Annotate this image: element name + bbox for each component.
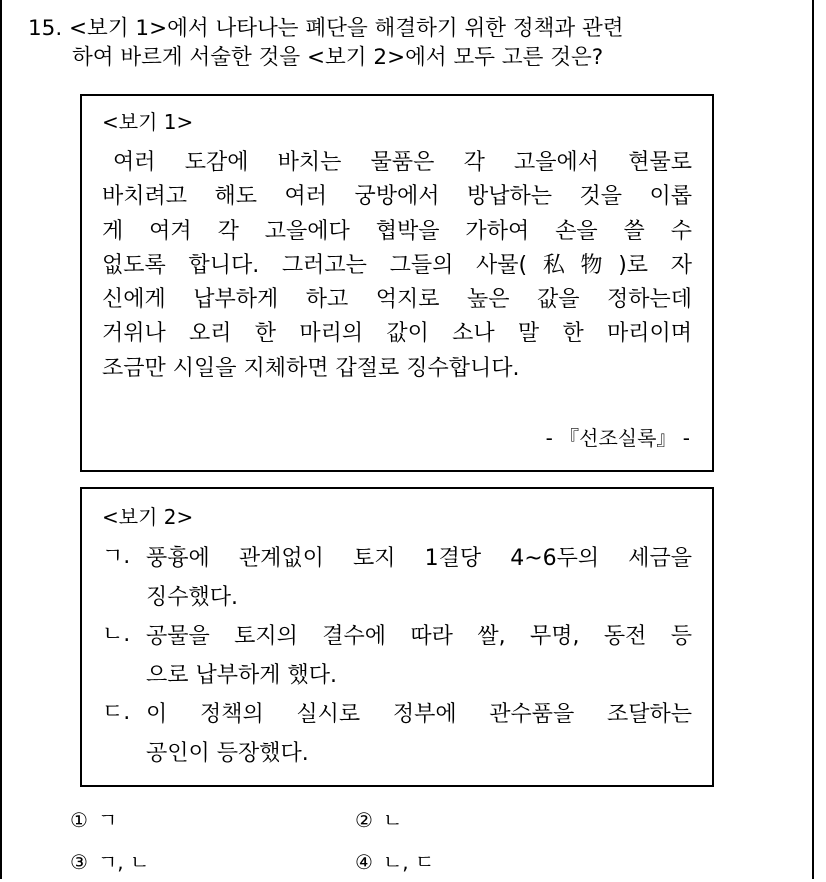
statement-line: 으로 납부하게 했다. xyxy=(146,663,337,688)
statement-line: 공인이 등장했다. xyxy=(146,741,309,766)
choice-3[interactable] xyxy=(70,842,149,882)
choice-number: ② xyxy=(355,808,373,832)
statement-item xyxy=(102,617,692,695)
statement-line: 이 정책의 실시로 정부에 관수품을 조달하는 xyxy=(146,702,692,727)
statement-line: 공물을 토지의 결수에 따라 쌀, 무명, 동전 등 xyxy=(146,624,692,649)
passage-line: 신에게 납부하게 하고 억지로 높은 값을 정하는데 xyxy=(102,287,692,313)
passage-line: 바치려고 해도 여러 궁방에서 방납하는 것을 이롭 xyxy=(102,184,692,210)
choice-text: ㄱ, ㄴ xyxy=(97,850,150,874)
statement-marker: ㄴ. xyxy=(102,622,131,647)
statement-item xyxy=(102,539,692,617)
passage-source: - 『선조실록』 - xyxy=(545,426,690,450)
question-stem xyxy=(28,14,624,72)
statement-line: 징수했다. xyxy=(146,585,239,610)
historical-passage xyxy=(102,146,692,386)
example-box-2 xyxy=(80,487,714,787)
passage-line: 여러 도감에 바치는 물품은 각 고을에서 현물로 xyxy=(113,150,692,175)
choice-1[interactable] xyxy=(70,800,117,840)
question-text-line1: <보기 1>에서 나타나는 폐단을 해결하기 위한 정책과 관련 xyxy=(69,16,624,41)
passage-line: 게 여겨 각 고을에다 협박을 가하여 손을 쓸 수 xyxy=(102,218,692,244)
choice-4[interactable] xyxy=(355,842,434,882)
passage-line: 없도록 합니다. 그러고는 그들의 사물(私物)로 자 xyxy=(102,252,692,278)
statement-marker: ㄱ. xyxy=(102,544,131,569)
choice-text: ㄴ, ㄷ xyxy=(382,850,435,874)
choice-2[interactable] xyxy=(355,800,402,840)
page-border-right xyxy=(812,0,814,879)
question-text-line2: 하여 바르게 서술한 것을 <보기 2>에서 모두 고른 것은? xyxy=(72,45,604,70)
choice-text: ㄱ xyxy=(97,808,118,832)
statement-line: 풍흉에 관계없이 토지 1결당 4~6두의 세금을 xyxy=(146,546,692,571)
question-number: 15. xyxy=(28,16,63,41)
example-box-1-title: <보기 1> xyxy=(102,110,194,134)
statement-list xyxy=(102,539,692,773)
choice-number: ④ xyxy=(355,850,373,874)
page-border-left xyxy=(0,0,2,879)
statement-marker: ㄷ. xyxy=(102,700,131,725)
choice-number: ③ xyxy=(70,850,88,874)
passage-line: 거위나 오리 한 마리의 값이 소나 말 한 마리이며 xyxy=(102,321,692,347)
passage-line: 조금만 시일을 지체하면 갑절로 징수합니다. xyxy=(102,355,520,381)
example-box-2-title: <보기 2> xyxy=(102,505,194,529)
example-box-1 xyxy=(80,94,714,472)
choice-number: ① xyxy=(70,808,88,832)
statement-item xyxy=(102,695,692,773)
choice-text: ㄴ xyxy=(382,808,403,832)
